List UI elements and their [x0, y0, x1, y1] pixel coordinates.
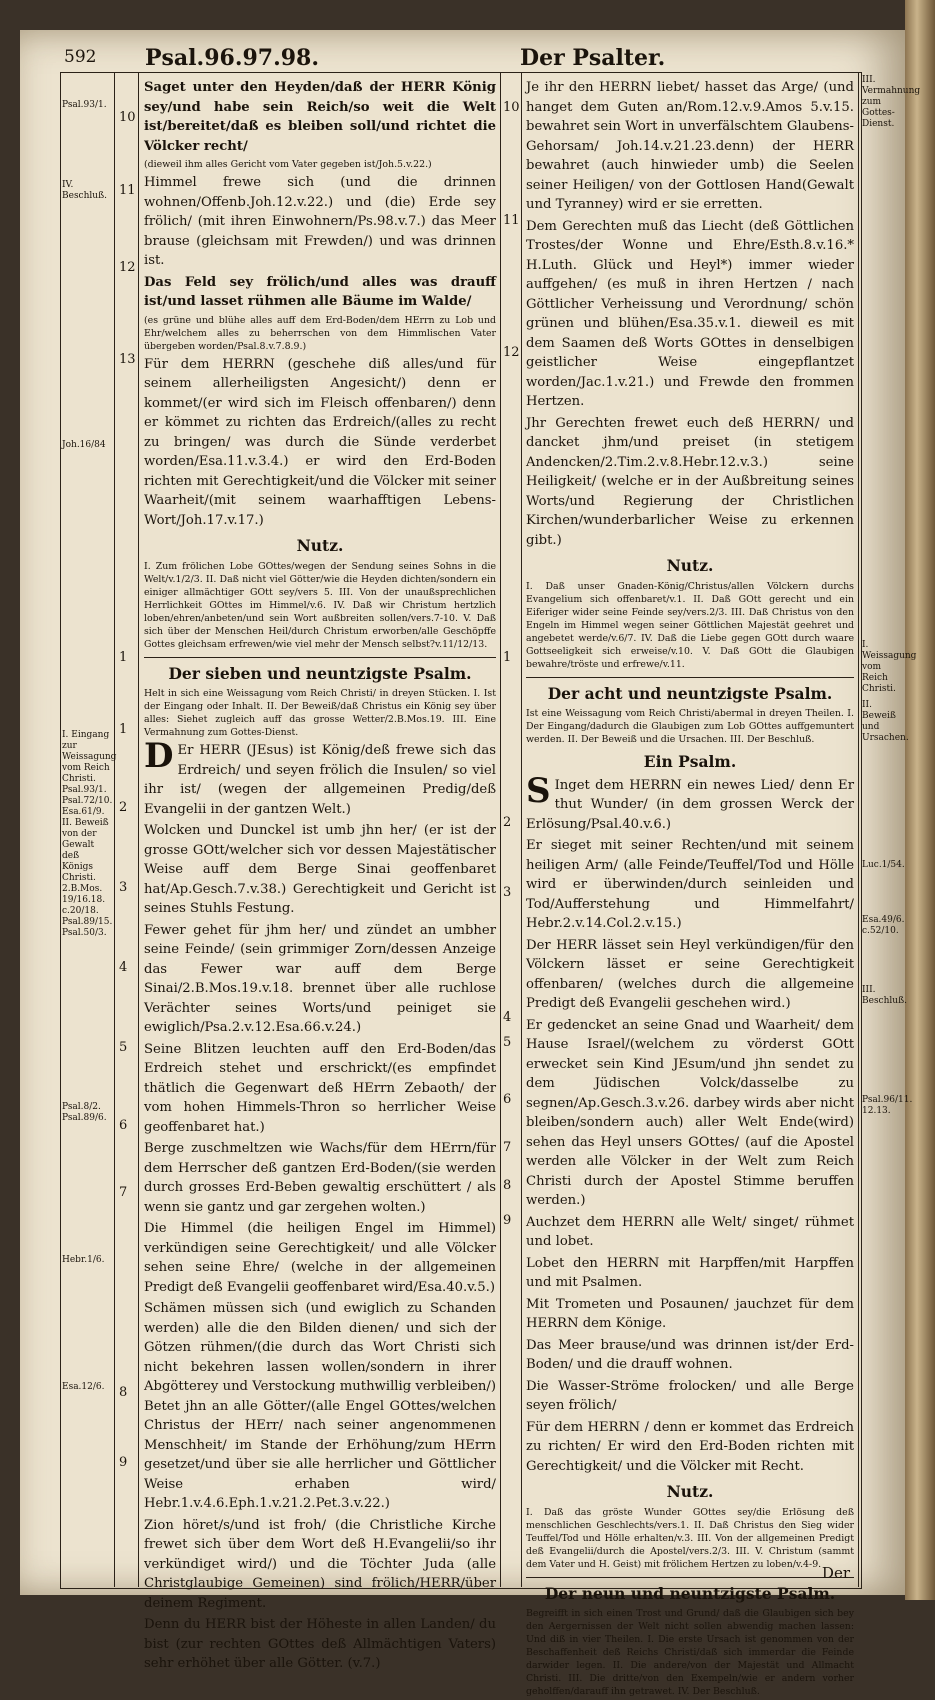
- psalm98-verse5: Lobet den HERRN mit Harpffen/mit Harpffen und mit Psalmen.: [526, 1254, 854, 1293]
- margin-gloss: Psal.96/11. 12.13.: [862, 1095, 902, 1117]
- drop-cap-d: D: [144, 741, 173, 771]
- nutz-heading-2: Nutz.: [526, 556, 854, 576]
- psalm97-verse5: Berge zuschmeltzen wie Wachs/für dem HErrn/für dem Herrscher deß gantzen Erd-Boden/(sie werden durch grosses Erd-Beben gewaltig erschüttert / als wenn sie gantz und gar zergehen wolten.): [144, 1139, 496, 1217]
- margin-gloss: III. Vermahnung zum Gottes-Dienst.: [862, 75, 902, 130]
- catchword: Der: [822, 1564, 850, 1582]
- nutz-text-2: I. Daß unser Gnaden-König/Christus/allen Völckern durchs Evangelium sich offenbaret/v.1. II. Daß GOtt gerecht und ein Eiferiger wider seine Feinde sey/vers.2/3. III. Daß Christus von den Engeln im Himmel wegen seiner Göttlichen Majestät geehret und angebetet werde/v.6/7. IV. Daß die Liebe gegen GOtt durch waare Gottseeligkeit sich erweise/v.10. V. Daß GOtt die Glaubigen bewahre/tröste und erfrewe/v.11.: [526, 580, 854, 671]
- verse-number: 11: [503, 213, 521, 228]
- drop-cap-s: S: [526, 776, 551, 806]
- psalm97-verse6: Die Himmel (die heiligen Engel im Himmel) verkündigen seine Gerechtigkeit/ und alle Völcker sehen seine Ehre/ (welche in der allgemeinen Predigt deß Evangelii geoffenbaret wird/Esa.40.v.5.): [144, 1219, 496, 1297]
- verse-number: 2: [503, 815, 521, 830]
- verse-number: 4: [503, 1010, 521, 1025]
- verse-number: 3: [119, 880, 137, 895]
- verse-number: 1: [119, 650, 137, 665]
- nutz-heading-3: Nutz.: [526, 1482, 854, 1502]
- psalm97-verse7: Schämen müssen sich (und ewiglich zu Schanden werden) alle die den Bilden dienen/ und sich der Götzen rühmen/(die durch das Wort Christi sich nicht bekehren lassen wollen/sondern in ihrer Abgötterey und Verstockung muthwillig verbleiben/) Betet jhn an alle Götter/(alle Engel GOttes/welchen Christus der HErr/ nach seiner angenommenen Menschheit/ im Stande der Erhöhung/zum HErrn gesetzet/und über sie alle herrlicher und Göttlicher Weise erhaben wird/ Hebr.1.v.4.6.Eph.1.v.21.2.Pet.3.v.22.): [144, 1299, 496, 1514]
- psalm97-verse2: Wolcken und Dunckel ist umb jhn her/ (er ist der grosse GOtt/welcher sich vor dessen Majestätischer Weise auff dem Berge Sinai geoffenbaret hat/Ap.Gesch.7.v.38.) Gerechtigkeit und Gericht ist seines Stuhls Festung.: [144, 821, 496, 919]
- verse-number: 12: [119, 260, 137, 275]
- verse-number: 8: [119, 1385, 137, 1400]
- psalm98-verse1: [526, 776, 854, 835]
- right-column: [526, 78, 854, 1700]
- running-title: Der Psalter.: [520, 45, 665, 71]
- verse-number: 6: [503, 1092, 521, 1107]
- psalm97-verse10: Je ihr den HERRN liebet/ hasset das Arge/ (und hanget dem Guten an/Rom.12.v.9.Amos 5.v.15. bewahret sein Wort in unverfälschtem Glaubens-Gehorsam/ Joh.14.v.21.23.denn) der HERR bewahret (auch hinwieder umb) die Seelen seiner Heiligen/ von der Gottlosen Hand(Gewalt und Tyranney) wird er sie erretten.: [526, 78, 854, 215]
- nutz-text-3: I. Daß das gröste Wunder GOttes sey/die Erlösung deß menschlichen Geschlechts/vers.1. II. Daß Christus den Sieg wider Teuffel/Tod und Hölle erhalten/v.3. III. Von der allgemeinen Predigt deß Evangelii/durch die Apostel/vers.2/3. III. V. Christum (sammt dem Vater und H. Geist) mit frölichem Hertzen zu loben/v.4-9.: [526, 1506, 854, 1571]
- verse-number: 5: [119, 1040, 137, 1055]
- verse-number: 9: [119, 1455, 137, 1470]
- psalm96-verse10: Saget unter den Heyden/daß der HERR König sey/und habe sein Reich/so weit die Welt ist/bereitet/daß es bleiben soll/und richtet die Völcker recht/: [144, 78, 496, 156]
- column-divider-a: [500, 72, 501, 1587]
- psalm98-subheading: Ein Psalm.: [526, 752, 854, 772]
- psalm98-verse7: Das Meer brause/und was drinnen ist/der Erd-Boden/ und die drauff wohnen.: [526, 1336, 854, 1375]
- verse-number: 3: [503, 885, 521, 900]
- psalm99-summary: Begreifft in sich einen Trost und Grund/ daß die Glaubigen sich bey den Aergernissen der Welt nicht sollen abwendig machen lassen: Und diß in vier Theilen. I. Die erste Ursach ist genommen von der Beschaffenheit deß Reichs Christi/daß sich immerdar die Feinde darwider legen. II. Die andere/von der Majestät und Allmacht Christi. III. Die dritte/von den Exempeln/wie er andern vorher geholffen/darauff ihn getrawet. IV. Der Beschluß.: [526, 1607, 854, 1698]
- psalm97-verse8: Zion höret/s/und ist froh/ (die Christliche Kirche frewet sich über dem Wort deß H.Evangelii/so ihr verkündiget wird/) und die Töchter Juda (alle Christglaubige Gemeinen) sind frölich/HERR/über deinem Regiment.: [144, 1516, 496, 1614]
- psalm97-verse1: [144, 741, 496, 819]
- verse-number: 7: [119, 1185, 137, 1200]
- verse-number: 11: [119, 183, 137, 198]
- margin-gloss: Esa.12/6.: [62, 1382, 112, 1393]
- psalm97-verse1-text: Er HERR (JEsus) ist König/deß frewe sich das Erdreich/ und seyen frölich die Insulen/ so viel ihr ist/ (wegen der allgemeinen Predig/deß Evangelii in der gantzen Welt.): [144, 743, 496, 817]
- margin-gloss: Psal.8/2. Psal.89/6.: [62, 1102, 112, 1124]
- book-edge: [905, 0, 935, 1600]
- section-rule: [526, 1577, 854, 1578]
- margin-gloss: II. Beweiß und Ursachen.: [862, 700, 902, 744]
- verse-number: 5: [503, 1035, 521, 1050]
- section-rule: [526, 677, 854, 678]
- section-rule: [144, 657, 496, 658]
- psalm98-verse1b: Er sieget mit seiner Rechten/und mit seinem heiligen Arm/ (alle Feinde/Teuffel/Tod und Hölle wird er überwinden/durch seinleiden und Tod/Aufferstehung und Himmelfahrt/ Hebr.2.v.14.Col.2.v.15.): [526, 836, 854, 934]
- psalm98-verse3: Er gedencket an seine Gnad und Waarheit/ dem Hause Israel/(welchem zu vörderst GOtt erwecket sein Kind JEsum/und jhn sendet zu dem Jüdischen Volck/dasselbe zu segnen/Ap.Gesch.3.v.26. darbey wirds aber nicht bleiben/sondern auch) aller Welt Ende(wird) sehen das Heyl unsers GOttes/ (auf die Apostel werden alle Völcker in der Welt zum Reich Christi durch der Apostel Stimme beruffen werden.): [526, 1016, 854, 1211]
- margin-gloss: Esa.49/6. c.52/10.: [862, 915, 902, 937]
- verse-number: 10: [119, 110, 137, 125]
- psalm98-verse4: Auchzet dem HERRN alle Welt/ singet/ rühmet und lobet.: [526, 1213, 854, 1252]
- psalm97-verse9: Denn du HERR bist der Höheste in allen Landen/ du bist (zur rechten GOttes deß Allmächtigen Vaters) sehr erhöhet über alle Götter. (v.7.): [144, 1615, 496, 1674]
- psalm97-heading: Der sieben und neuntzigste Psalm.: [144, 664, 496, 684]
- nutz-text-1: I. Zum frölichen Lobe GOttes/wegen der Sendung seines Sohns in die Welt/v.1/2/3. II. Daß nicht viel Götter/wie die Heyden dichten/sondern ein einiger allmächtiger GOtt sey/vers 5. III. Von der unaußsprechlichen Herrlichkeit GOttes im Himmel/v.6. IV. Daß wir Christum hertzlich loben/ehren/anbeten/und sein Wort außbreiten sollen/vers.7-10. V. Daß sich über der Menschen Heil/durch Christum erworben/alle Geschöpffe Gottes gleichsam erfrewen/wie viel mehr der Mensch selbst?v.11/12/13.: [144, 560, 496, 651]
- verse-number: 1: [503, 650, 521, 665]
- running-header: [60, 45, 890, 71]
- psalm99-heading: Der neun und neuntzigste Psalm.: [526, 1584, 854, 1604]
- verse-number: 13: [119, 352, 137, 367]
- psalm98-verse2: Der HERR lässet sein Heyl verkündigen/für den Völckern lässet er seine Gerechtigkeit offenbaren/ (welches durch die allgemeine Predigt deß Evangelii geschehen wird.): [526, 936, 854, 1014]
- psalm96-verse12-note: (es grüne und blühe alles auff dem Erd-Boden/dem HErrn zu Lob und Ehr/welchem alles zu beherrschen von dem Himmlischen Vater übergeben worden/Psal.8.v.7.8.9.): [144, 314, 496, 353]
- psalm96-verse11: Himmel frewe sich (und die drinnen wohnen/Offenb.Joh.12.v.22.) und (die) Erde sey frölich/ (mit ihren Einwohnern/Ps.98.v.7.) das Meer brause (gleichsam mit Frewden/) und was drinnen ist.: [144, 173, 496, 271]
- psalm-reference: Psal.96.97.98.: [145, 45, 319, 71]
- margin-gloss: Luc.1/54.: [862, 860, 902, 871]
- margin-gloss: I. Weissagung vom Reich Christi.: [862, 640, 902, 695]
- psalm98-verse9: Für dem HERRN / denn er kommet das Erdreich zu richten/ Er wird den Erd-Boden richten mit Gerechtigkeit/ und die Völcker mit Recht.: [526, 1418, 854, 1477]
- psalm97-summary: Helt in sich eine Weissagung vom Reich Christi/ in dreyen Stücken. I. Ist der Eingang oder Inhalt. II. Der Beweiß/daß Christus ein König sey über alles: Siehet zugleich auff das grosse Wetter/2.B.Mos.19. III. Eine Vermahnung zum Gottes-Dienst.: [144, 687, 496, 739]
- psalm96-verse10-note: (dieweil ihm alles Gericht vom Vater gegeben ist/Joh.5.v.22.): [144, 158, 496, 171]
- psalm96-verse13: Für dem HERRN (geschehe diß alles/und für seinem allerheiligsten Angesicht/) denn er kommet/(er wird sich im Fleisch offenbaren/) denn er kömmet zu richten das Erdreich/(alles zu recht zu bringen/ was durch die Sünde verderbet worden/Esa.11.v.3.4.) er wird den Erd-Boden richten mit Gerechtigkeit/und die Völcker mit seiner Waarheit/(mit seinem waarhafftigen Lebens-Wort/Joh.17.v.17.): [144, 355, 496, 531]
- left-column: [144, 78, 496, 1676]
- verse-number: 10: [503, 100, 521, 115]
- psalm96-verse12: Das Feld sey frölich/und alles was drauff ist/und lasset rühmen alle Bäume im Walde/: [144, 273, 496, 312]
- psalm98-verse6: Mit Trometen und Posaunen/ jauchzet für dem HERRN dem Könige.: [526, 1295, 854, 1334]
- margin-gloss: Hebr.1/6.: [62, 1255, 112, 1266]
- verse-number: 6: [119, 1118, 137, 1133]
- margin-gloss: I. Eingang zur Weissagung vom Reich Christi. Psal.93/1. Psal.72/10. Esa.61/9. II. Beweiß von der Gewalt deß Königs Christi. 2.B.Mos. 19/16.18. c.20/18. Psal.89/15. Psal.50/3.: [62, 730, 112, 939]
- psalm98-verse8: Die Wasser-Ströme frolocken/ und alle Berge seyen frölich/: [526, 1377, 854, 1416]
- margin-gloss: Joh.16/84: [62, 440, 112, 451]
- verse-number: 8: [503, 1178, 521, 1193]
- verse-number: 2: [119, 800, 137, 815]
- right-gloss-divider: [858, 72, 859, 1587]
- psalm97-verse3: Fewer gehet für jhm her/ und zündet an umbher seine Feinde/ (sein grimmiger Zorn/dessen Anzeige das Fewer war auff dem Berge Sinai/2.B.Mos.19.v.18. brennet über alle ruchlose Verächter seines Worts/und peiniget sie ewiglich/Psa.2.v.12.Esa.66.v.24.): [144, 921, 496, 1038]
- margin-gloss: Psal.93/1.: [62, 100, 112, 111]
- nutz-heading-1: Nutz.: [144, 536, 496, 556]
- verse-number: 9: [503, 1213, 521, 1228]
- margin-gloss: IV. Beschluß.: [62, 180, 112, 202]
- verse-number: 7: [503, 1140, 521, 1155]
- psalm98-summary: Ist eine Weissagung vom Reich Christi/abermal in dreyen Theilen. I. Der Eingang/dadurch die Glaubigen zum Lob GOttes auffgemuntert werden. II. Der Beweiß und die Ursachen. III. Der Beschluß.: [526, 707, 854, 746]
- psalm97-verse4: Seine Blitzen leuchten auff den Erd-Boden/das Erdreich stehet und erschrickt/(es empfindet thätlich die Gegenwart deß HErrn Zebaoth/ der vom hohen Himmels-Thron so herrlicher Weise geoffenbaret hat.): [144, 1040, 496, 1138]
- page-number: 592: [64, 47, 96, 67]
- verse-number: 1: [119, 722, 137, 737]
- left-gloss-divider: [114, 72, 115, 1587]
- left-number-divider: [138, 72, 139, 1587]
- psalm98-heading: Der acht und neuntzigste Psalm.: [526, 684, 854, 704]
- verse-number: 12: [503, 345, 521, 360]
- psalm98-verse1-text: Inget dem HERRN ein newes Lied/ denn Er thut Wunder/ (in dem grossen Werck der Erlösung/Psal.40.v.6.): [526, 778, 854, 832]
- column-divider-b: [521, 72, 522, 1587]
- psalm97-verse12: Jhr Gerechten frewet euch deß HERRN/ und dancket jhm/und preiset (in stetigem Andencken/2.Tim.2.v.8.Hebr.12.v.3.) seine Heiligkeit/ (welche er in der Außbreitung seines Worts/und Regierung der Christlichen Kirchen/wunderbarlicher Weise zu erkennen gibt.): [526, 414, 854, 551]
- psalm97-verse11: Dem Gerechten muß das Liecht (deß Göttlichen Trostes/der Wonne und Ehre/Esth.8.v.16.* H.Luth. Glück und Heyl*) immer wieder auffgehen/ (es muß in ihren Hertzen / nach Göttlicher Verheissung und Verordnung/ schön grünen und blühen/Esa.35.v.1. dieweil es mit dem Saamen deß Worts GOttes in denselbigen geistlicher Weise eingepflantzet worden/Jac.1.v.21.) und Frewde den frommen Hertzen.: [526, 217, 854, 412]
- verse-number: 4: [119, 960, 137, 975]
- margin-gloss: III. Beschluß.: [862, 985, 902, 1007]
